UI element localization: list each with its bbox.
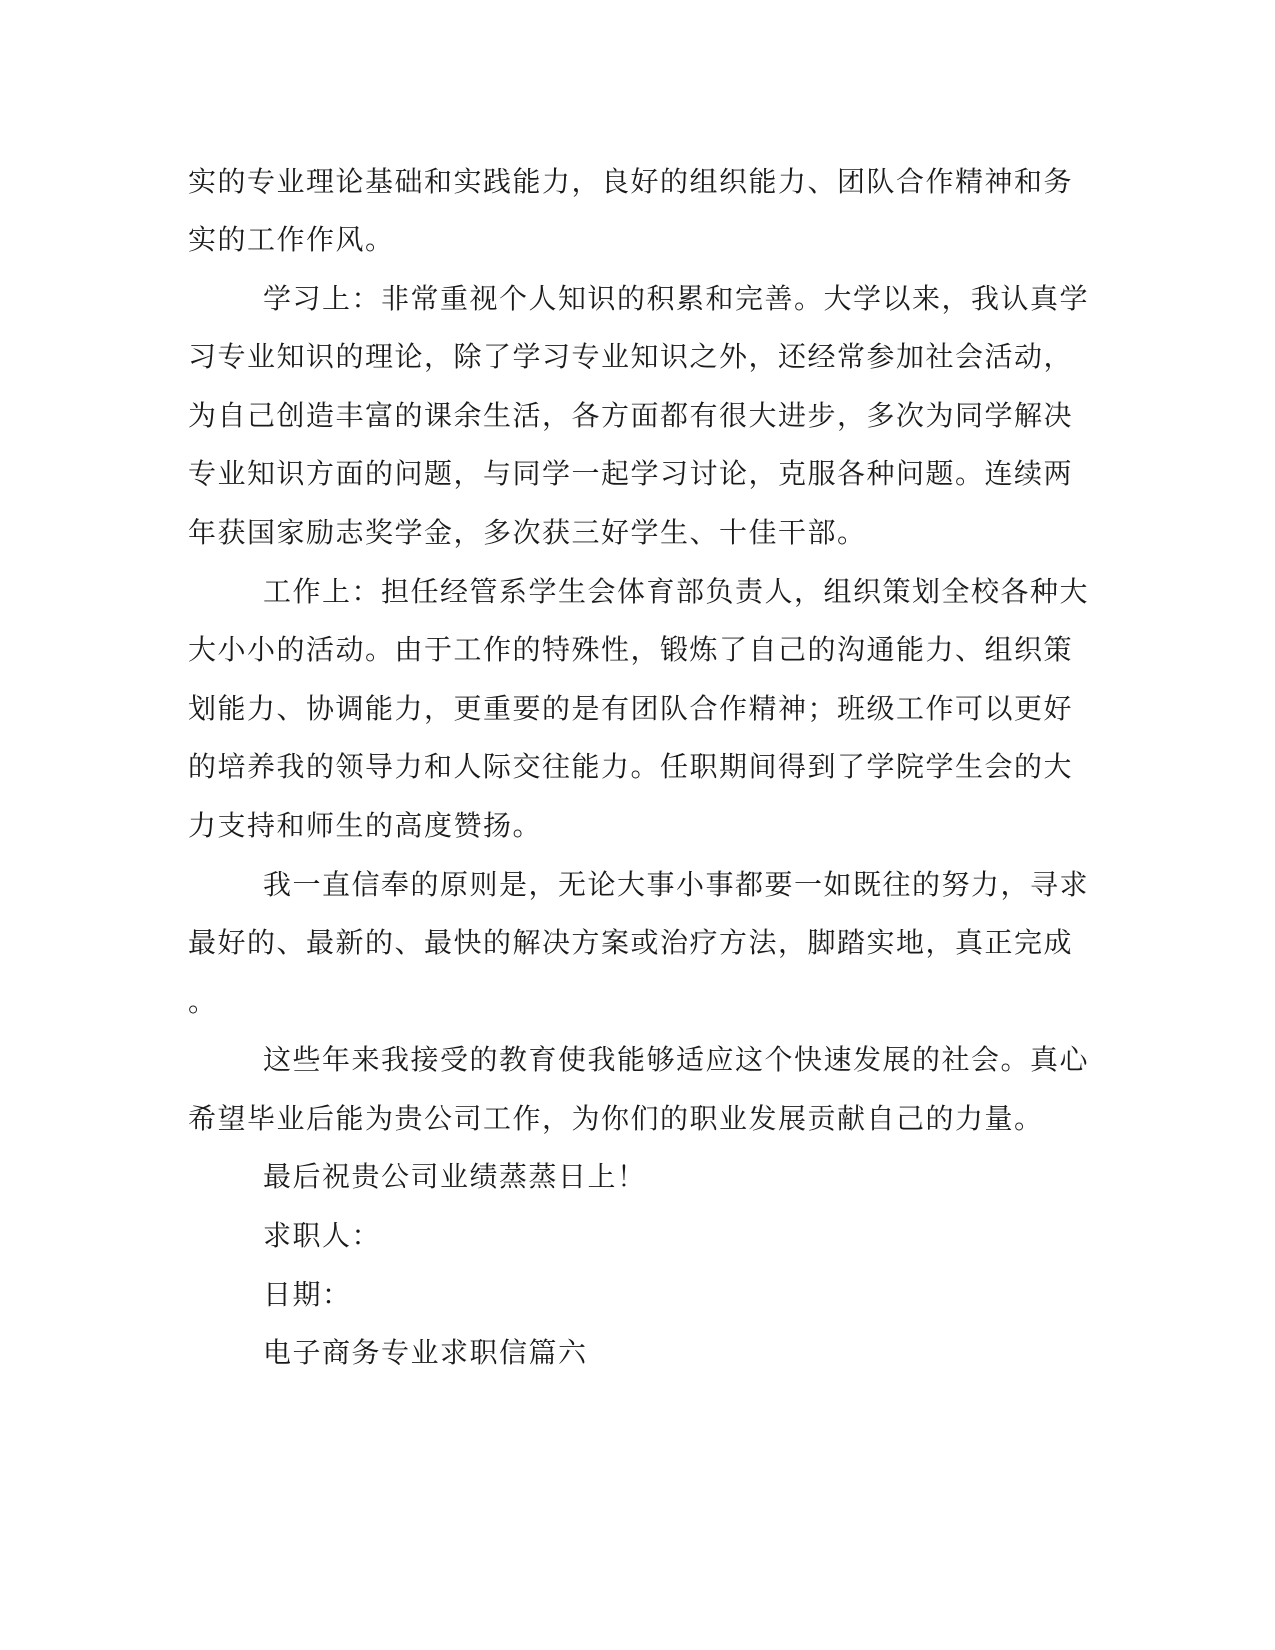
- text-line: 希望毕业后能为贵公司工作，为你们的职业发展贡献自己的力量。: [188, 1102, 1044, 1135]
- text-line: 专业知识方面的问题，与同学一起学习讨论，克服各种问题。连续两: [188, 457, 1074, 490]
- text-line: 实的工作作风。: [188, 223, 395, 256]
- closing-wish: 最后祝贵公司业绩蒸蒸日上！: [263, 1160, 647, 1193]
- paragraph-start: 工作上：担任经管系学生会体育部负责人，组织策划全校各种大: [263, 575, 1090, 608]
- date-label: 日期：: [263, 1278, 352, 1311]
- text-line: 实的专业理论基础和实践能力，良好的组织能力、团队合作精神和务: [188, 165, 1074, 198]
- text-line: 年获国家励志奖学金，多次获三好学生、十佳干部。: [188, 516, 867, 549]
- section-title: 电子商务专业求职信篇六: [263, 1336, 588, 1369]
- text-line: 的培养我的领导力和人际交往能力。任职期间得到了学院学生会的大: [188, 750, 1074, 783]
- text-line: 划能力、协调能力，更重要的是有团队合作精神；班级工作可以更好: [188, 692, 1074, 725]
- text-line: 大小小的活动。由于工作的特殊性，锻炼了自己的沟通能力、组织策: [188, 633, 1074, 666]
- applicant-label: 求职人：: [263, 1219, 382, 1252]
- text-line: 习专业知识的理论，除了学习专业知识之外，还经常参加社会活动，: [188, 340, 1074, 373]
- paragraph-start: 我一直信奉的原则是，无论大事小事都要一如既往的努力，寻求: [263, 868, 1090, 901]
- text-line: 。: [188, 985, 218, 1018]
- text-line: 力支持和师生的高度赞扬。: [188, 809, 543, 842]
- paragraph-start: 这些年来我接受的教育使我能够适应这个快速发展的社会。真心: [263, 1043, 1090, 1076]
- text-line: 为自己创造丰富的课余生活，各方面都有很大进步，多次为同学解决: [188, 399, 1074, 432]
- paragraph-start: 学习上：非常重视个人知识的积累和完善。大学以来，我认真学: [263, 282, 1090, 315]
- text-line: 最好的、最新的、最快的解决方案或治疗方法，脚踏实地，真正完成: [188, 926, 1074, 959]
